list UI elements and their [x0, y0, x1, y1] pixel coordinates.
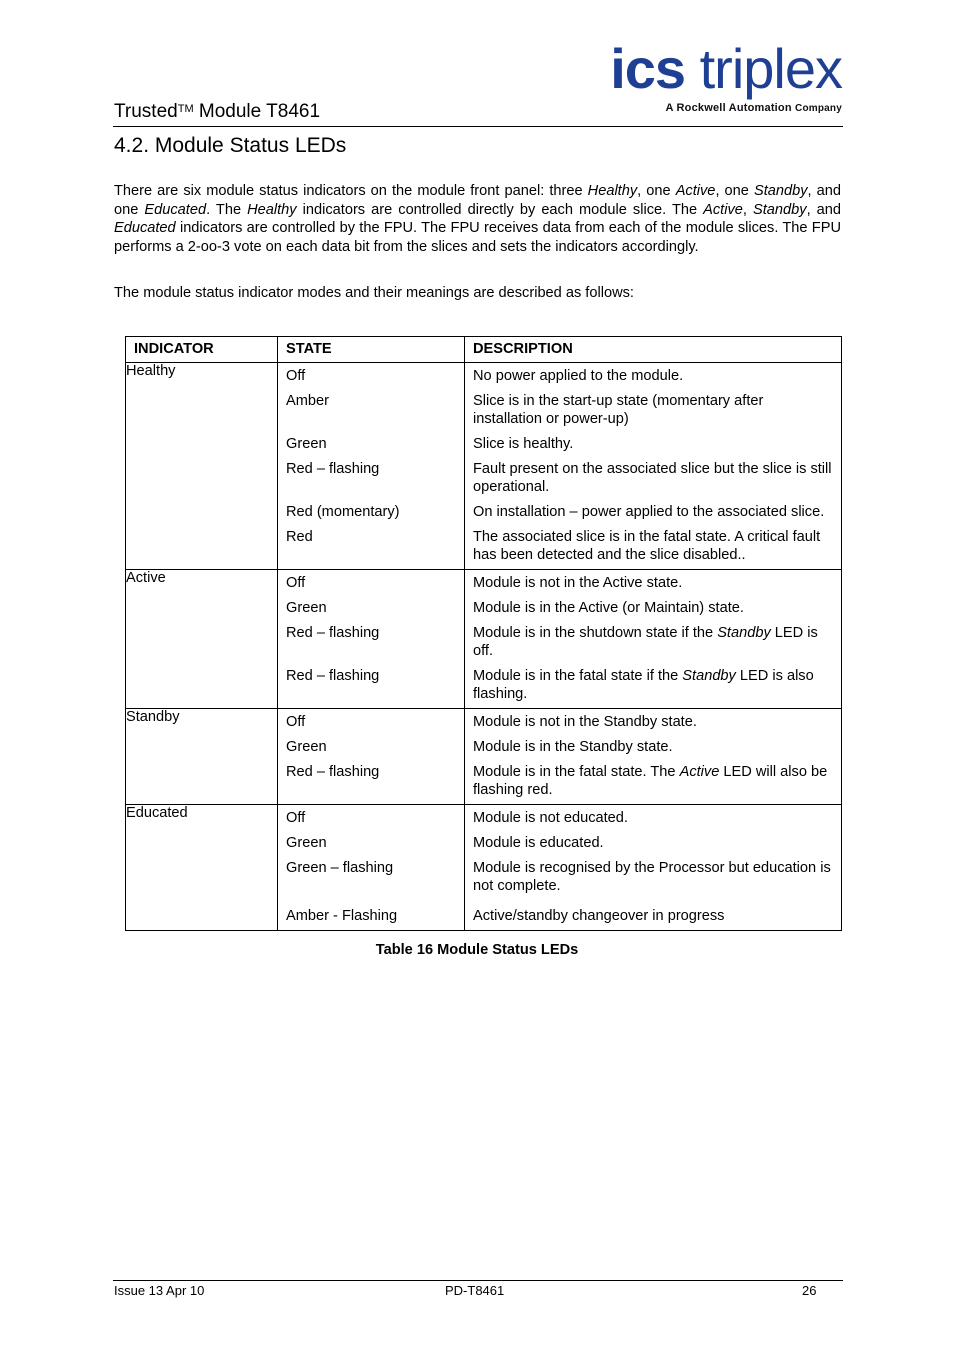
state-value: Green [286, 436, 327, 452]
description-cell [465, 570, 842, 709]
description-value: Fault present on the associated slice but the slice is still operational. [473, 461, 832, 495]
logo-wordmark: ics triplex [610, 37, 842, 100]
state-value: Off [286, 810, 306, 826]
table-row-healthy [126, 363, 842, 570]
document-title: Trusted™ Module T8461 [114, 101, 321, 122]
company-logo [610, 37, 842, 114]
description-value: The associated slice is in the fatal state. A critical fault has been detected and the slice disabled.. [473, 529, 821, 563]
state-value: Amber [286, 393, 329, 409]
state-value: Off [286, 368, 306, 384]
footer-page-number: 26 [802, 1283, 817, 1298]
header-divider [113, 126, 843, 127]
state-value: Red – flashing [286, 461, 380, 477]
state-value: Green [286, 600, 327, 616]
description-value: No power applied to the module. [473, 368, 684, 384]
table-row-educated [126, 805, 842, 931]
description-value: Slice is healthy. [473, 436, 574, 452]
description-cell [465, 709, 842, 805]
footer-divider [113, 1280, 843, 1281]
description-cell [465, 363, 842, 570]
logo-tagline: A Rockwell Automation Company [665, 102, 842, 114]
description-cell [465, 805, 842, 931]
description-value: On installation – power applied to the associated slice. [473, 504, 825, 520]
footer-document-id: PD-T8461 [445, 1283, 505, 1298]
header-indicator: INDICATOR [126, 337, 278, 363]
indicator-cell: Standby [126, 709, 278, 805]
intro-paragraph: There are six module status indicators on the module front panel: three Healthy, one Active, one Standby, and one Educated. The Healthy indicators are controlled directly by each module slice. The Active, Standby, and Educated indicators are controlled by the FPU. The FPU receives data from each of the module slices. The FPU performs a 2-oo-3 vote on each data bit from the slices and sets the indicators accordingly. [114, 183, 842, 255]
state-value: Red – flashing [286, 764, 380, 780]
table-header-row [126, 337, 842, 363]
indicator-cell: Active [126, 570, 278, 709]
state-cell [278, 709, 465, 805]
state-cell [278, 570, 465, 709]
description-value: Module is in the Standby state. [473, 739, 673, 755]
section-heading: 4.2. Module Status LEDs [114, 134, 347, 157]
state-value: Off [286, 575, 306, 591]
table-caption: Table 16 Module Status LEDs [375, 942, 579, 958]
description-value: Module is in the fatal state if the Standby LED is also flashing. [473, 668, 814, 702]
description-value: Module is educated. [473, 835, 604, 851]
description-value: Module is not in the Active state. [473, 575, 683, 591]
state-cell [278, 805, 465, 931]
module-status-led-table [125, 336, 842, 931]
description-value: Active/standby changeover in progress [473, 908, 725, 924]
state-value: Red – flashing [286, 668, 380, 684]
description-value: Module is in the Active (or Maintain) state. [473, 600, 744, 616]
table-row-active [126, 570, 842, 709]
description-value: Module is in the fatal state. The Active LED will also be flashing red. [473, 764, 828, 798]
description-value: Module is not educated. [473, 810, 628, 826]
footer-issue: Issue 13 Apr 10 [114, 1283, 205, 1298]
state-value: Green [286, 835, 327, 851]
table-row-standby [126, 709, 842, 805]
description-value: Slice is in the start-up state (momentary after installation or power-up) [473, 393, 764, 427]
table-intro-paragraph: The module status indicator modes and their meanings are described as follows: [114, 285, 634, 301]
description-value: Module is not in the Standby state. [473, 714, 697, 730]
state-cell [278, 363, 465, 570]
header-state: STATE [278, 337, 465, 363]
trademark-superscript: TM [177, 103, 194, 115]
state-value: Red [286, 529, 313, 545]
state-value: Amber - Flashing [286, 908, 398, 924]
description-value: Module is recognised by the Processor but education is not complete. [473, 860, 831, 894]
state-value: Off [286, 714, 306, 730]
header-description: DESCRIPTION [465, 337, 842, 363]
indicator-cell: Educated [126, 805, 278, 931]
state-value: Red – flashing [286, 625, 380, 641]
state-value: Green [286, 739, 327, 755]
indicator-cell: Healthy [126, 363, 278, 570]
state-value: Red (momentary) [286, 504, 400, 520]
description-value: Module is in the shutdown state if the Standby LED is off. [473, 625, 818, 659]
state-value: Green – flashing [286, 860, 394, 876]
